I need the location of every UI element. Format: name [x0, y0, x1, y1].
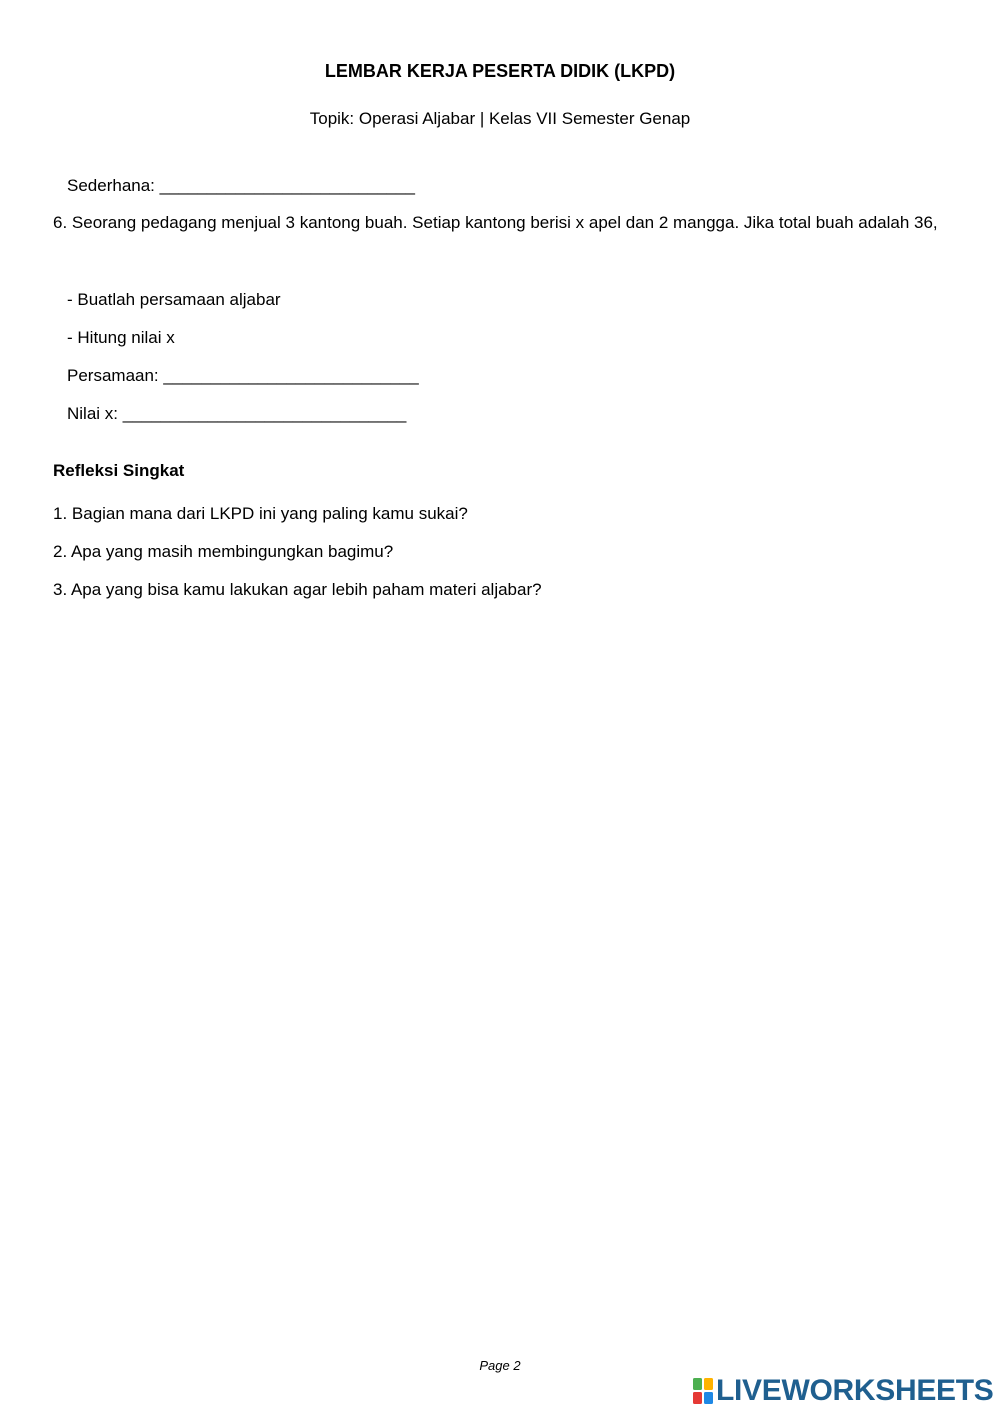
question-6-bullet-value: - Hitung nilai x — [67, 328, 175, 347]
reflection-item: 3. Apa yang bisa kamu lakukan agar lebih paham materi aljabar? — [53, 580, 542, 599]
worksheet-title: LEMBAR KERJA PESERTA DIDIK (LKPD) — [324, 61, 676, 81]
reflection-heading: Refleksi Singkat — [53, 461, 185, 480]
liveworksheets-logo-icon — [693, 1378, 713, 1404]
worksheet-subtitle: Topik: Operasi Aljabar | Kelas VII Semester Genap — [309, 109, 691, 128]
nilai-x-answer-line: Nilai x: ______________________________ — [67, 404, 407, 423]
liveworksheets-logo — [693, 1373, 994, 1409]
persamaan-answer-line: Persamaan: ___________________________ — [67, 366, 419, 385]
question-6-bullet-equation: - Buatlah persamaan aljabar — [67, 290, 281, 309]
liveworksheets-logo-text: LIVEWORKSHEETS — [716, 1374, 994, 1407]
question-6-text: 6. Seorang pedagang menjual 3 kantong buah. Setiap kantong berisi x apel dan 2 mangga. Jika total buah adalah 36, — [53, 213, 938, 232]
page-number: Page 2 — [479, 1358, 521, 1373]
sederhana-answer-line: Sederhana: ___________________________ — [67, 176, 415, 195]
reflection-item: 1. Bagian mana dari LKPD ini yang paling kamu sukai? — [53, 504, 468, 523]
reflection-item: 2. Apa yang masih membingungkan bagimu? — [53, 542, 394, 561]
